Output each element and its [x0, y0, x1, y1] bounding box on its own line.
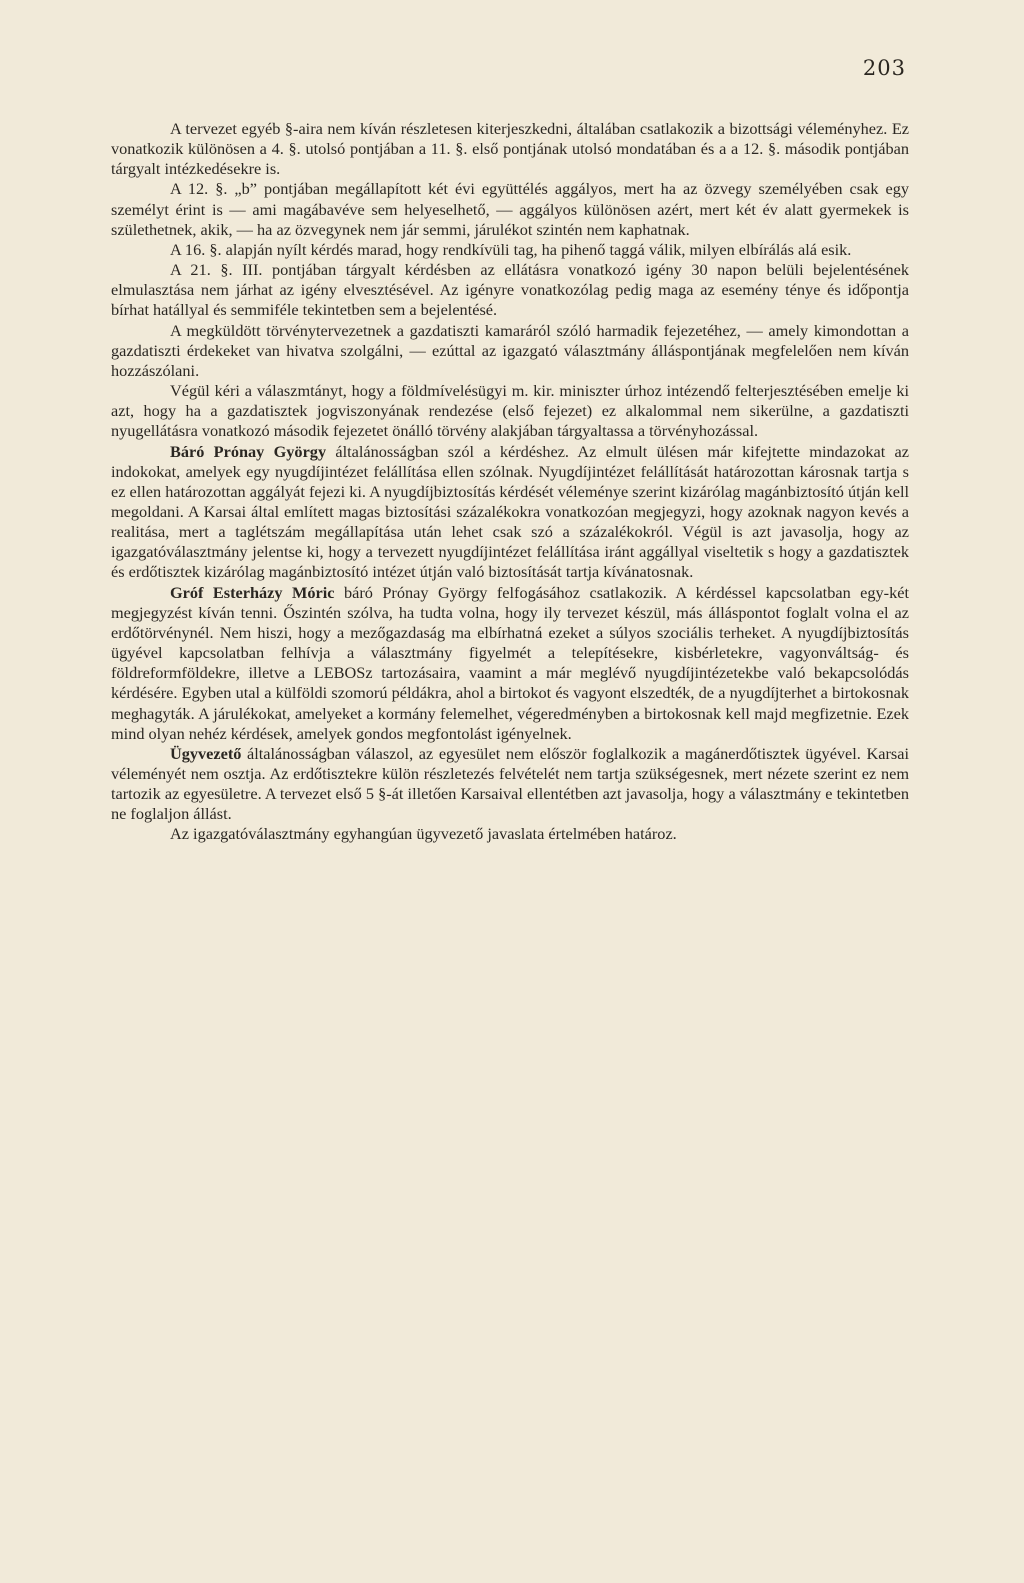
paragraph	[111, 442, 909, 583]
paragraph	[111, 321, 909, 381]
page-number: 203	[862, 56, 906, 80]
paragraph	[111, 583, 909, 744]
paragraph-text: báró Prónay György felfogásához csatlakozik. A kérdéssel kapcsolatban egy-két megjegyzést kíván tenni. Őszintén szólva, ha tudta volna, hogy ily tervezet készül, más álláspontot foglalt volna el az erdőtörvénynél. Nem hiszi, hogy a mezőgazdaság ma elbírhatná ezeket a súlyos szociális terheket. A nyugdíjbiztosítás ügyével kapcsolatban felhívja a választmány figyelmét a telepítésekre, kisbérletekre, vagyonváltság- és földreformföldekre, illetve a LEBOSz tartozásaira, vaamint a már meglévő nyugdíjintézetekbe való bekapcsolódás kérdésére. Egyben utal a külföldi szomorú példákra, ahol a birtokot és vagyont elszedték, de a nyugdíjterhet a birtokosnak meghagyták. A járulékokat, amelyeket a kormány felemelhet, végeredményben a birtokosnak kell majd megfizetnie. Ezek mind olyan nehéz kérdések, amelyek gondos megfontolást igényelnek.	[111, 582, 909, 743]
speaker-name: Ügyvezető	[170, 743, 242, 763]
paragraph-text: általánosságban szól a kérdéshez. Az elmult ülésen már kifejtette mindazokat az indokokat, amelyek egy nyugdíjintézet felállítása ellen szólnak. Nyugdíjintézet felállítását határozottan károsnak tartja s ez ellen határozottan aggályát fejezi ki. A nyugdíjbiztosítás kérdését véleménye szerint kizárólag magánbiztosító útján kell megoldani. A Karsai által említett magas biztosítási százalékokra vonatkozóan megjegyzi, hogy azoknak nagyon kevés a realitása, mert a taglétszám megállapítása után lehet csak szó a százalékokról. Végül is azt javasolja, hogy az igazgatóválasztmány jelentse ki, hogy a tervezett nyugdíjintézet felállítása iránt aggállyal viseltetik s hogy a gazdatisztek és erdőtisztek kizárólag magánbiztosító intézet útján való biztosítását tartja kívánatosnak.	[111, 441, 910, 582]
paragraph	[111, 744, 909, 825]
paragraph-text: A tervezet egyéb §-aira nem kíván részletesen kiterjeszkedni, általában csatlakozik a bizottsági véleményhez. Ez vonatkozik különösen a 4. §. utolsó pontjában a 11. §. első pontjának utolsó mondatában és a a 12. §. második pontjában tárgyalt intézkedésekre is.	[111, 119, 909, 179]
paragraph-text: A megküldött törvénytervezetnek a gazdatiszti kamaráról szóló harmadik fejezetéhez, — amely kimondottan a gazdatiszti érdekeket van hivatva szolgálni, — ezúttal az igazgató választmány álláspontjának megfelelően nem kíván hozzászólani.	[111, 320, 909, 380]
body-text	[111, 119, 909, 845]
speaker-name: Gróf Esterházy Móric	[170, 582, 335, 602]
paragraph-text: A 21. §. III. pontjában tárgyalt kérdésben az ellátásra vonatkozó igény 30 napon belüli bejelentésének elmulasztása nem járhat az igény elvesztésével. Az igényre vonatkozólag pedig maga az esemény ténye és időpontja bírhat hatállyal és semmiféle tekintetben sem a bejelentésé.	[111, 260, 909, 320]
paragraph	[111, 824, 909, 844]
speaker-name: Báró Prónay György	[170, 441, 327, 461]
paragraph	[111, 381, 909, 441]
paragraph-text: Az igazgatóválasztmány egyhangúan ügyvezető javaslata értelmében határoz.	[170, 824, 677, 844]
paragraph-text: A 12. §. „b” pontjában megállapított két évi együttélés aggályos, mert ha az özvegy személyében csak egy személyt érint is — ami magábavéve sem helyeselhető, — aggályos különösen azért, mert két év alatt gyermekek is születhetnek, akik, — ha az özvegynek nem jár semmi, járulékot szintén nem kaphatnak.	[111, 179, 909, 239]
paragraph	[111, 119, 909, 179]
paragraph	[111, 179, 909, 239]
paragraph	[111, 240, 909, 260]
paragraph-text: általánosságban válaszol, az egyesület nem először foglalkozik a magánerdőtisztek ügyével. Karsai véleményét nem osztja. Az erdőtisztekre külön részletezés felvételét nem tartja szükségesnek, mert nézete szerint ez nem tartozik az egyesületre. A tervezet első 5 §-át illetően Karsaival ellentétben azt javasolja, hogy a választmány e tekintetben ne foglaljon állást.	[111, 743, 909, 824]
paragraph-text: Végül kéri a válaszmtányt, hogy a földmívelésügyi m. kir. miniszter úrhoz intézendő felterjesztésében emelje ki azt, hogy ha a gazdatisztek jogviszonyának rendezése (első fejezet) ez alkalommal nem sikerülne, a gazdatiszti nyugellátásra vonatkozó második fejezetet önálló törvény alakjában tárgyaltassa a törvényhozással.	[111, 381, 909, 441]
paragraph-text: A 16. §. alapján nyílt kérdés marad, hogy rendkívüli tag, ha pihenő taggá válik, milyen elbírálás alá esik.	[170, 239, 852, 259]
paragraph	[111, 260, 909, 320]
